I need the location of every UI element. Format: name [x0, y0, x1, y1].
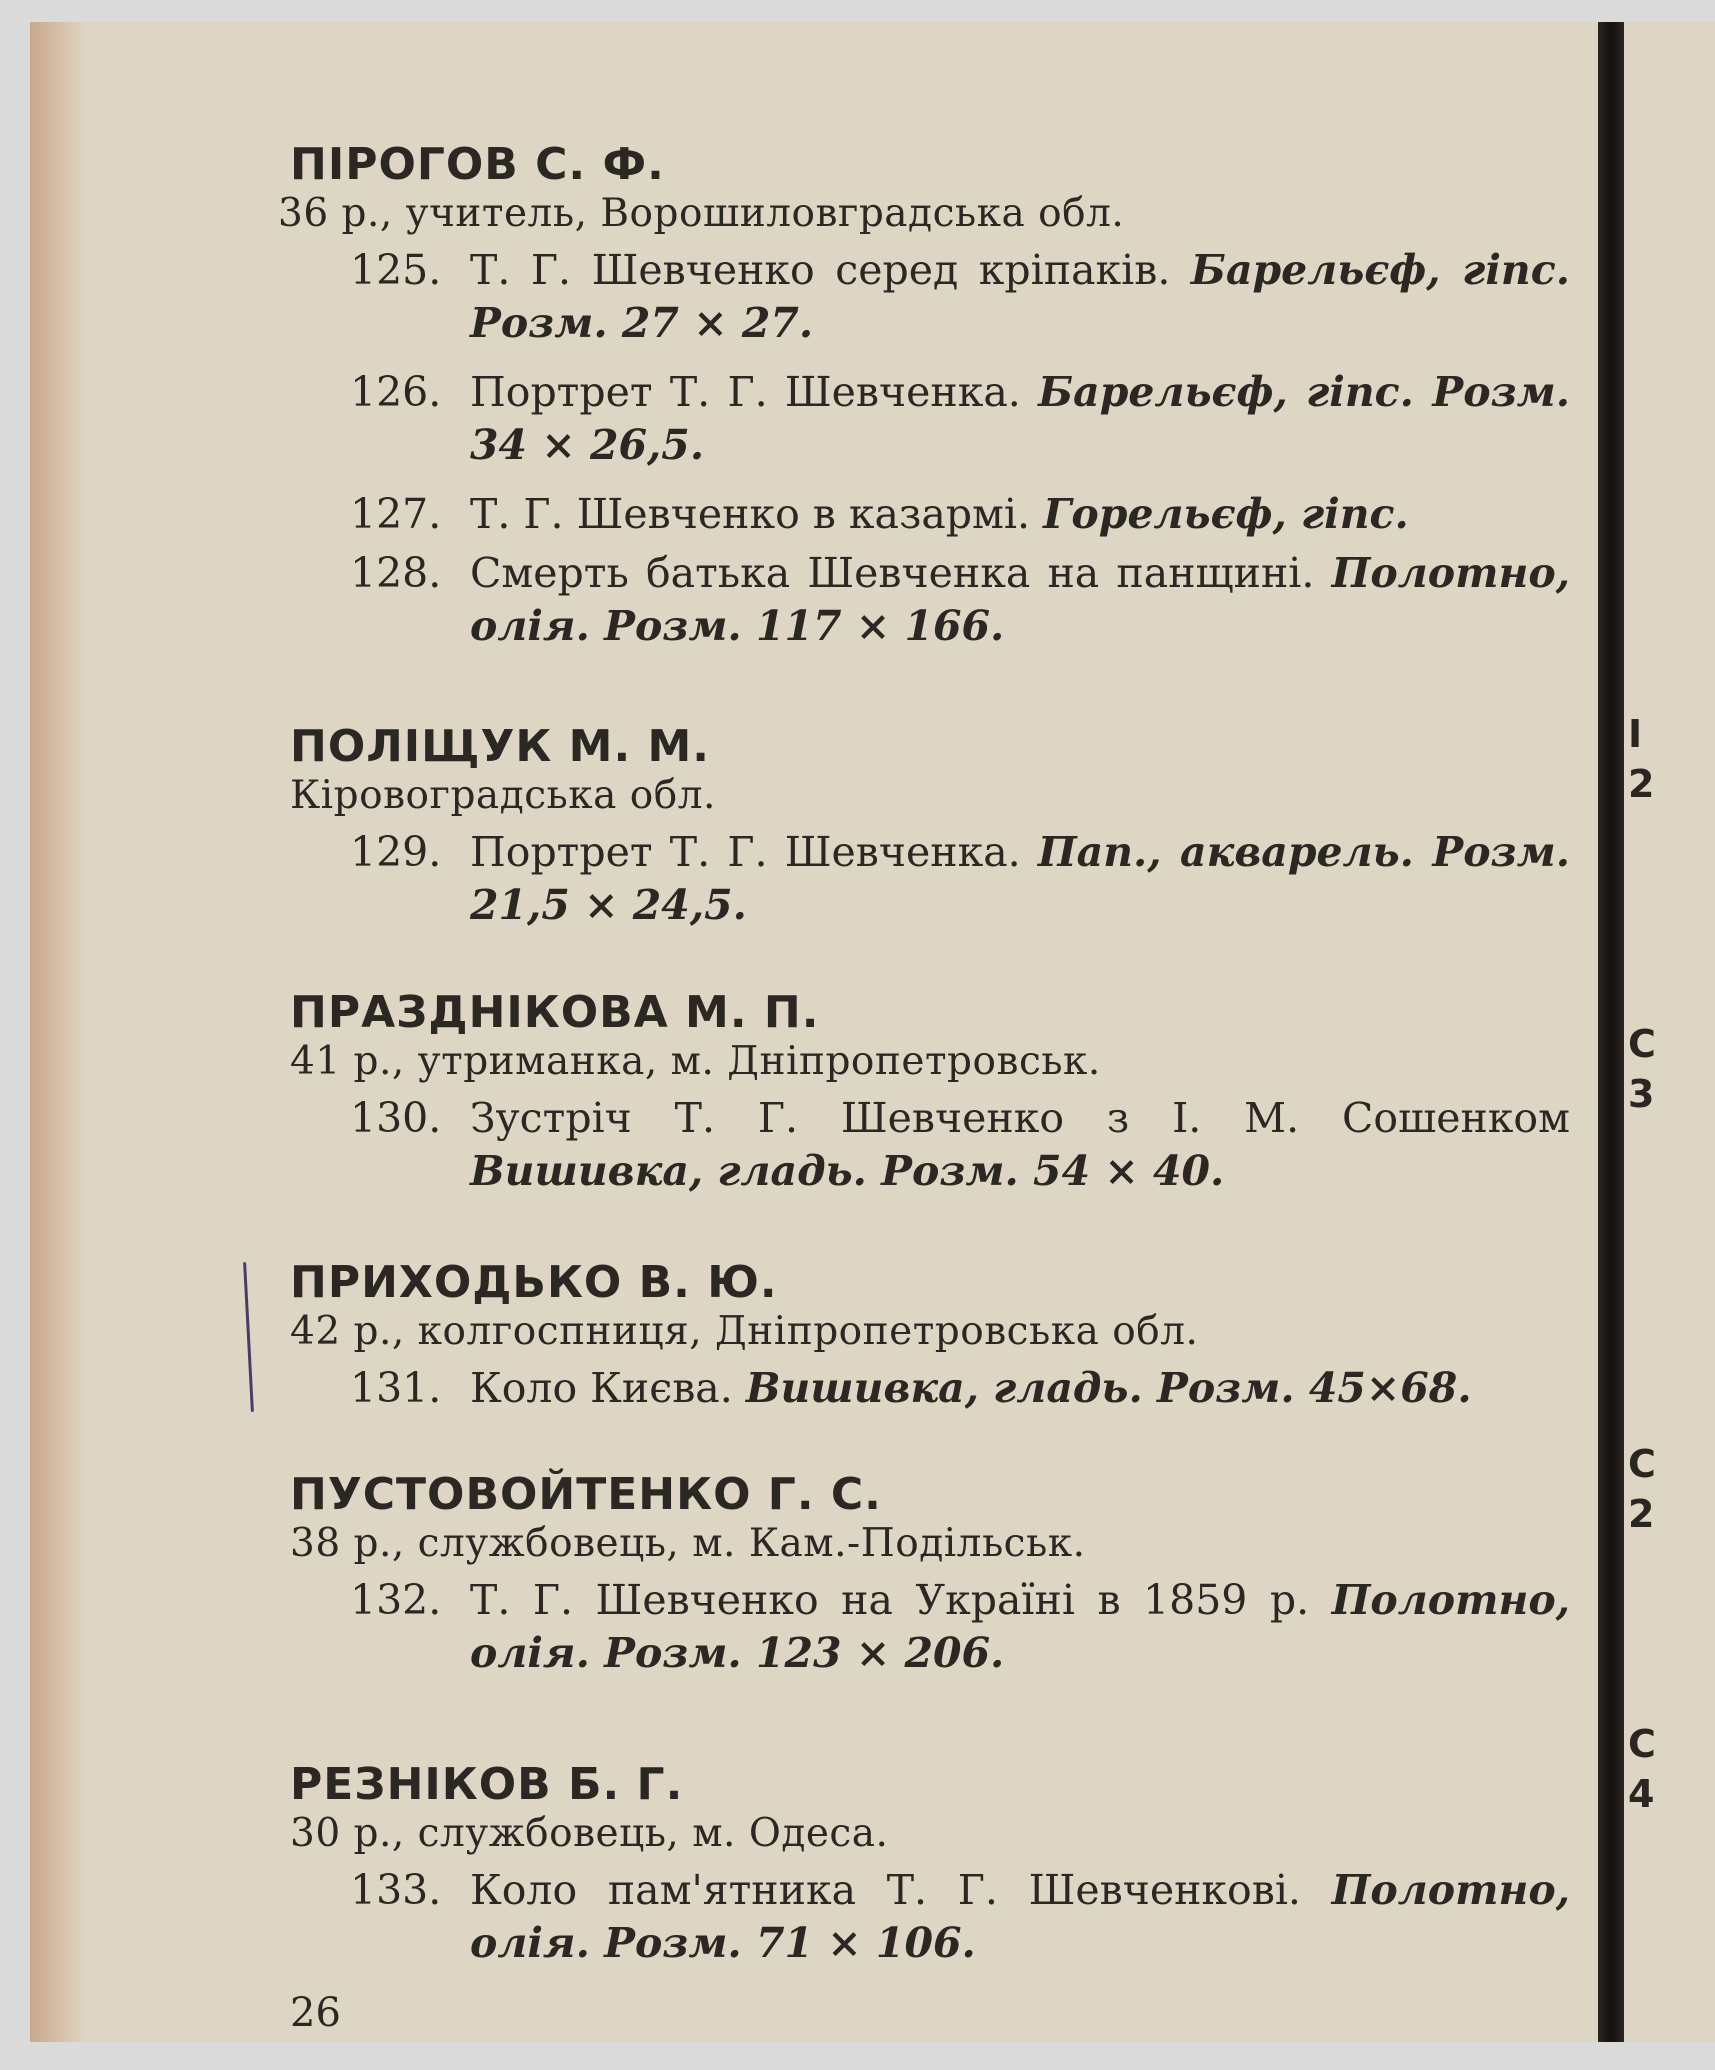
work-item [350, 826, 1570, 932]
next-page-fragment: 3 [1628, 1072, 1655, 1116]
artist-name: ПРИХОДЬКО В. Ю. [290, 1257, 778, 1308]
artist-info: 41 р., утриманка, м. Дніпропетровськ. [290, 1039, 1101, 1084]
work-description: Вишивка, гладь. Розм. 45×68. [745, 1364, 1472, 1412]
artist-info: 42 р., колгоспниця, Дніпропетровська обл. [290, 1309, 1199, 1354]
next-page-fragment: С [1628, 1442, 1656, 1486]
artist-name: ПРАЗДНІКОВА М. П. [290, 987, 820, 1038]
artist-name: ПОЛІЩУК М. М. [290, 721, 710, 772]
pencil-margin-mark [243, 1262, 254, 1412]
work-description: Полотно, олія. Розм. 71 × 106. [470, 1866, 1570, 1967]
book-gutter [1598, 22, 1624, 2042]
next-page-edge [1624, 22, 1715, 2042]
work-item [350, 1574, 1570, 1680]
work-title: Т. Г. Шевченко серед кріпаків. [470, 246, 1171, 294]
work-description: Вишивка, гладь. Розм. 54 × 40. [470, 1147, 1225, 1195]
next-page-fragment: 2 [1628, 762, 1655, 806]
work-description: Барельєф, гіпс. Розм. 34 × 26,5. [470, 368, 1570, 469]
work-description: Барельєф, гіпс. Розм. 27 × 27. [470, 246, 1570, 347]
work-item [350, 1092, 1570, 1198]
artist-name: РЕЗНІКОВ Б. Г. [290, 1759, 684, 1810]
work-title: Коло Києва. [470, 1364, 733, 1412]
work-title: Смерть батька Шевченка на панщині. [470, 549, 1315, 597]
artist-entry [290, 1258, 1570, 1415]
work-number: 129. [350, 828, 442, 876]
catalog-page [278, 110, 1570, 2036]
artist-info: Кіровоградська обл. [290, 773, 716, 818]
work-title: Т. Г. Шевченко в казармі. [470, 490, 1031, 538]
work-number: 132. [350, 1576, 442, 1624]
work-number: 133. [350, 1866, 442, 1914]
work-description: Полотно, олія. Розм. 117 × 166. [470, 549, 1570, 650]
work-item [350, 1864, 1570, 1970]
artist-entry [278, 139, 1570, 653]
work-item [350, 1362, 1570, 1415]
work-title: Портрет Т. Г. Шевченка. [470, 828, 1021, 876]
work-title: Т. Г. Шевченко на Україні в 1859 р. [470, 1576, 1310, 1624]
artist-info: 38 р., службовець, м. Кам.-Подільськ. [290, 1521, 1086, 1566]
work-item [350, 488, 1570, 541]
next-page-fragment: І [1628, 712, 1643, 756]
artist-entry [290, 722, 1570, 932]
artist-info: 30 р., службовець, м. Одеса. [290, 1811, 889, 1856]
artist-entry [290, 988, 1570, 1198]
artist-name: ПІРОГОВ С. Ф. [290, 139, 665, 190]
work-description: Горельєф, гіпс. [1043, 490, 1409, 538]
work-item [350, 244, 1570, 350]
artist-name: ПУСТОВОЙТЕНКО Г. С. [290, 1469, 882, 1520]
next-page-fragment: 4 [1628, 1772, 1655, 1816]
artist-entry [290, 1470, 1570, 1680]
work-number: 127. [350, 490, 442, 538]
artist-info: 36 р., учитель, Ворошиловградська обл. [278, 191, 1125, 236]
next-page-fragment: С [1628, 1022, 1656, 1066]
page-edge [30, 22, 85, 2042]
work-number: 131. [350, 1364, 442, 1412]
next-page-fragment: С [1628, 1722, 1656, 1766]
work-title: Зустріч Т. Г. Шевченко з І. М. Сошенком [470, 1094, 1570, 1142]
page-number: 26 [290, 1990, 341, 2036]
work-number: 125. [350, 246, 442, 294]
next-page-fragment: 2 [1628, 1492, 1655, 1536]
work-number: 128. [350, 549, 442, 597]
work-description: Полотно, олія. Розм. 123 × 206. [470, 1576, 1570, 1677]
work-number: 130. [350, 1094, 442, 1142]
work-item [350, 366, 1570, 472]
work-title: Коло пам'ятника Т. Г. Шевченкові. [470, 1866, 1301, 1914]
artist-entry [290, 1760, 1570, 1970]
work-item [350, 547, 1570, 653]
work-number: 126. [350, 368, 442, 416]
work-description: Пап., акварель. Розм. 21,5 × 24,5. [470, 828, 1570, 929]
work-title: Портрет Т. Г. Шевченка. [470, 368, 1021, 416]
